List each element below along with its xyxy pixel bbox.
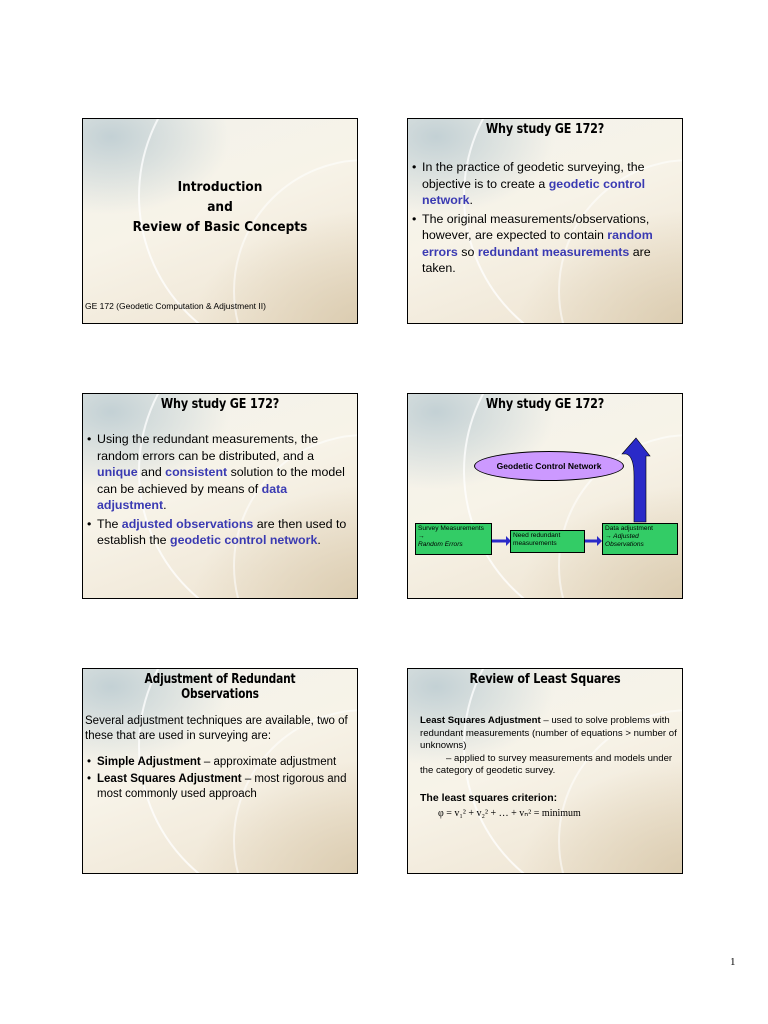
text: The (97, 516, 122, 531)
title-line-3: Review of Basic Concepts (132, 219, 308, 235)
bullet-icon: • (87, 773, 92, 785)
text: Using the redundant measurements, the random errors can be distributed, and a (97, 432, 319, 463)
text: – approximate adjustment (200, 756, 337, 768)
highlight-text: adjusted observations (121, 516, 254, 531)
slide-heading: Why study GE 172? (485, 122, 605, 137)
bold-term: Simple Adjustment (97, 756, 201, 768)
geodetic-control-network-node: Geodetic Control Network (474, 451, 624, 481)
page-number: 1 (730, 956, 736, 968)
bold-term: Least Squares Adjustment (97, 773, 242, 785)
title-line-1: Introduction (177, 179, 263, 195)
slide-heading: Why study GE 172? (485, 397, 605, 412)
flow-diagram (408, 394, 683, 599)
text: are taken. (422, 244, 651, 275)
bullet-icon: • (412, 160, 417, 174)
presentation-title (97, 177, 344, 237)
bullet-icon: • (87, 756, 92, 768)
box-text-italic: Random Errors (418, 541, 463, 548)
slide-body (420, 715, 678, 821)
curved-arrow-icon (622, 438, 650, 522)
slide-why-study-2 (82, 393, 358, 599)
redundant-measurements-box: Need redundant measurements (510, 530, 585, 553)
bullet-icon: • (87, 516, 92, 531)
bold-term: Least Squares Adjustment (420, 715, 541, 726)
intro-paragraph: Several adjustment techniques are available, two of these that are used in surveying are: (85, 715, 348, 742)
text: . (317, 533, 321, 547)
text: so (457, 244, 478, 259)
slide-diagram (407, 393, 683, 599)
slide-why-study-1 (407, 118, 683, 324)
text: and (137, 465, 166, 479)
bullet-item (85, 755, 353, 770)
text: – most rigorous and most commonly used approach (97, 773, 347, 800)
slide-body (85, 431, 351, 551)
definition-paragraph (420, 715, 678, 753)
text: . (469, 193, 473, 207)
highlight-text: consistent (165, 465, 228, 479)
criterion-heading: The least squares criterion: (420, 791, 558, 804)
slide-adjustment (82, 668, 358, 874)
bullet-icon: • (87, 432, 92, 446)
text: . (163, 498, 167, 512)
slide-least-squares (407, 668, 683, 874)
highlight-text: random errors (422, 228, 653, 259)
course-footer: GE 172 (Geodetic Computation & Adjustment II) (85, 301, 266, 311)
box-text: Survey Measurements → (418, 525, 484, 540)
bullet-item (410, 159, 676, 209)
bullet-item (85, 516, 351, 549)
text: The original measurements/observations, however, are expected to contain (422, 211, 650, 242)
highlight-text: unique (97, 465, 138, 479)
title-line-2: and (207, 199, 233, 215)
text: solution to the model can be achieved by means of (97, 465, 345, 496)
least-squares-formula: φ = v₁² + v₂² + … + vₙ² = minimum (438, 808, 581, 819)
highlight-text: redundant measurements (477, 244, 630, 259)
text: are then used to establish the (97, 516, 347, 547)
bullet-item (85, 772, 353, 802)
slide-body (410, 159, 676, 279)
text: In the practice of geodetic surveying, the objective is to create a (422, 160, 645, 191)
highlight-text: data adjustment (97, 481, 288, 512)
slide-heading: Why study GE 172? (160, 397, 280, 412)
slide-title (82, 118, 358, 324)
box-text-italic: → Adjusted Observations (605, 533, 644, 548)
data-adjustment-box (602, 523, 678, 555)
slide-heading: Review of Least Squares (469, 672, 621, 687)
text: – used to solve problems with redundant measurements (number of equations > number of unknowns) (420, 715, 677, 751)
box-text: Data adjustment (605, 525, 654, 532)
bullet-item (85, 431, 351, 514)
highlight-text: geodetic control network (170, 533, 318, 547)
application-paragraph: – applied to survey measurements and models under the category of geodetic survey. (420, 752, 673, 776)
slide-body (85, 714, 353, 804)
bullet-item (410, 211, 676, 277)
highlight-text: geodetic control network (422, 176, 646, 207)
survey-measurements-box (415, 523, 492, 555)
bullet-icon: • (412, 211, 417, 226)
slide-heading: Adjustment of Redundant Observations (144, 672, 296, 702)
